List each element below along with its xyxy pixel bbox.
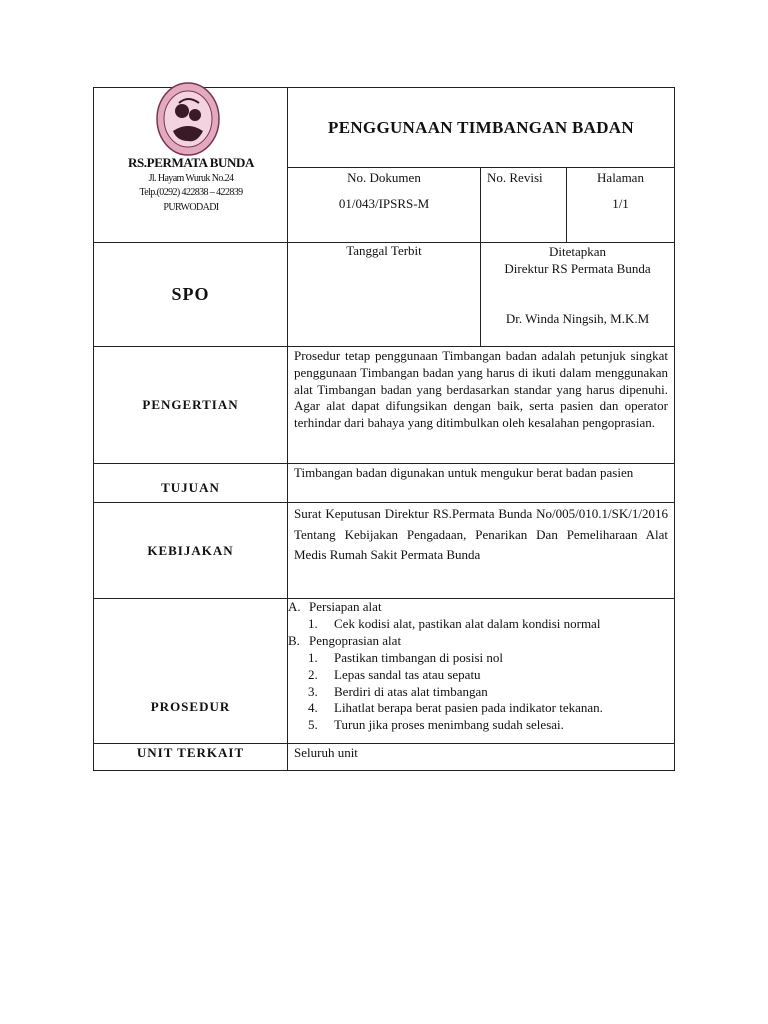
document-title: PENGGUNAAN TIMBANGAN BADAN: [328, 117, 634, 137]
pengertian-label: PENGERTIAN: [93, 346, 288, 464]
step-number: 1.: [308, 616, 318, 631]
tujuan-text: Timbangan badan digunakan untuk mengukur berat badan pasien: [287, 463, 675, 503]
list-item: [308, 700, 668, 717]
hospital-seal-icon: [155, 81, 221, 157]
spo-cell: [93, 242, 288, 347]
pengertian-text: Prosedur tetap penggunaan Timbangan badan adalah petunjuk singkat penggunaan Timbangan badan yang harus di ikuti dalam menggunakan alat Timbangan badan yang berdasarkan standar yang harus dipenuhi. Agar alat dapat difungsikan dengan baik, serta pasien dan operator terhindar dari bahaya yang ditimbulkan oleh kesalahan pengoprasian.: [287, 346, 675, 464]
unit-terkait-text: Seluruh unit: [287, 743, 675, 771]
step-text: Lepas sandal tas atau sepatu: [334, 666, 481, 682]
step-number: 2.: [308, 666, 318, 682]
step-text: Pastikan timbangan di posisi nol: [334, 650, 503, 665]
unit-terkait-label: UNIT TERKAIT: [93, 743, 288, 771]
step-text: Berdiri di atas alat timbangan: [334, 683, 488, 699]
approver-title: Direktur RS Permata Bunda: [504, 261, 651, 276]
doc-number-cell: [287, 167, 481, 243]
prosedur-label: PROSEDUR: [93, 598, 288, 744]
list-item: [308, 667, 668, 684]
prosedur-section-a-title: Persiapan alat: [309, 599, 382, 614]
kebijakan-label: KEBIJAKAN: [93, 502, 288, 599]
document-title-cell: [287, 87, 675, 168]
approver-name: Dr. Winda Ningsih, M.K.M: [505, 311, 650, 326]
page-value: 1/1: [612, 196, 629, 211]
doc-type-label: SPO: [171, 284, 210, 304]
prosedur-section-b-steps: [308, 650, 668, 734]
doc-number-value: 01/043/IPSRS-M: [338, 196, 430, 211]
page-label: Halaman: [597, 170, 644, 185]
hospital-name: RS.PERMATA BUNDA: [127, 155, 254, 170]
list-item: [308, 717, 668, 734]
kebijakan-text: Surat Keputusan Direktur RS.Permata Bunda No/005/010.1/SK/1/2016 Tentang Kebijakan Pengadaan, Penarikan Dan Pemeliharaan Alat Medis Rumah Sakit Permata Bunda: [287, 502, 675, 599]
step-number: 5.: [308, 717, 318, 733]
step-text: Cek kodisi alat, pastikan alat dalam kondisi normal: [334, 616, 601, 631]
step-number: 1.: [308, 650, 318, 665]
prosedur-section-b-title: Pengoprasian alat: [309, 633, 402, 648]
issue-date-cell: [287, 242, 481, 347]
hospital-phone: Telp.(0292) 422838 – 422839: [139, 187, 243, 198]
hospital-header-cell: [93, 87, 288, 243]
prosedur-section-a-marker: A.: [288, 599, 301, 614]
approval-cell: [480, 242, 675, 347]
issue-date-label: Tanggal Terbit: [346, 243, 422, 258]
step-number: 4.: [308, 700, 318, 716]
prosedur-cell: [287, 598, 675, 744]
step-text: Lihatlat berapa berat pasien pada indikator tekanan.: [334, 700, 603, 716]
revision-label: No. Revisi: [487, 170, 543, 185]
page-cell: [566, 167, 675, 243]
list-item: [308, 650, 668, 667]
step-number: 3.: [308, 683, 318, 699]
doc-number-label: No. Dokumen: [347, 170, 421, 185]
list-item: [308, 616, 600, 633]
revision-cell: [480, 167, 567, 243]
approved-label: Ditetapkan: [548, 244, 607, 259]
list-item: [308, 684, 668, 701]
tujuan-label: TUJUAN: [93, 463, 288, 503]
prosedur-section-a-steps: [308, 616, 600, 633]
prosedur-section-b-marker: B.: [288, 633, 300, 648]
hospital-city: PURWODADI: [163, 202, 219, 213]
hospital-address: Jl. Hayam Wuruk No.24: [148, 173, 234, 184]
spo-document: [93, 87, 675, 771]
step-text: Turun jika proses menimbang sudah selesai.: [334, 717, 564, 733]
